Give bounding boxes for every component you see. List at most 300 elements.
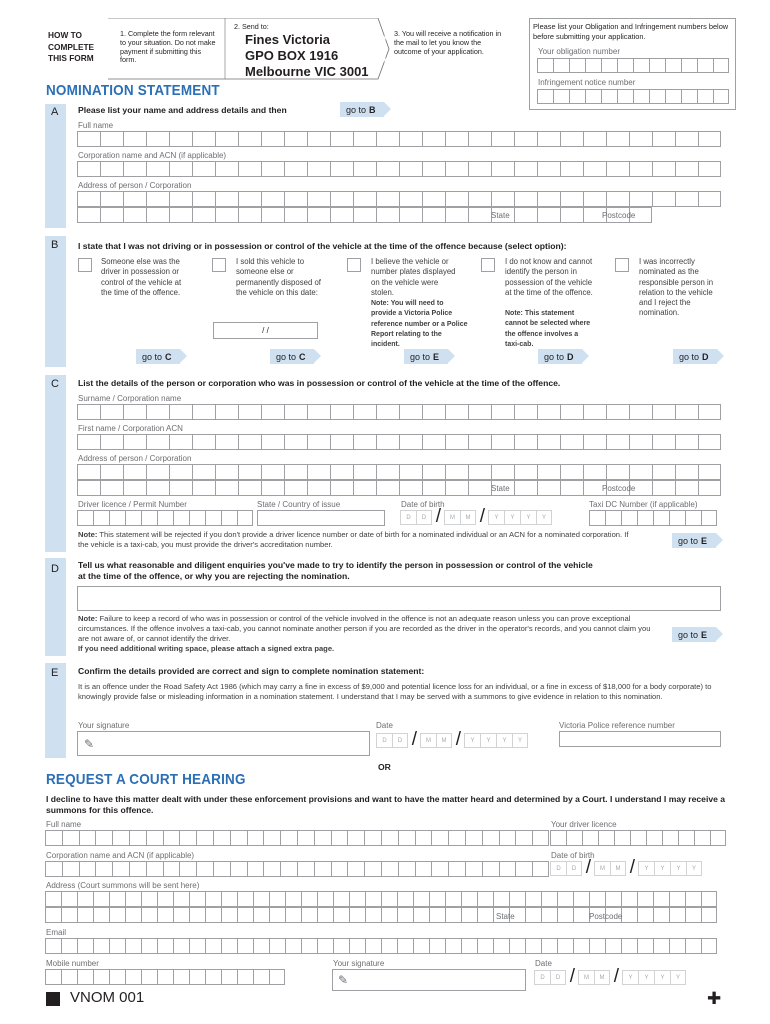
char-box	[364, 861, 381, 877]
goto-target: D	[567, 351, 574, 362]
char-box	[146, 207, 169, 223]
c-first-label: First name / Corporation ACN	[78, 424, 183, 433]
char-box	[477, 938, 493, 954]
char-box	[468, 191, 491, 207]
char-box	[77, 207, 100, 223]
char-box	[422, 404, 445, 420]
a-address-input-2[interactable]	[77, 207, 652, 223]
date-char-box: M	[460, 510, 476, 525]
char-box	[284, 434, 307, 450]
char-box	[491, 434, 514, 450]
char-box	[560, 464, 583, 480]
a-address-input-1[interactable]	[77, 191, 721, 207]
date-char-box: M	[610, 861, 626, 876]
char-box	[537, 191, 560, 207]
char-box	[284, 131, 307, 147]
goto-target: E	[701, 535, 708, 546]
char-box	[560, 434, 583, 450]
b-option3-checkbox[interactable]	[347, 258, 361, 272]
char-box	[221, 907, 237, 923]
c-surname-label: Surname / Corporation name	[78, 394, 182, 403]
section-b-bar	[45, 236, 66, 367]
b-option5-checkbox[interactable]	[615, 258, 629, 272]
char-box	[376, 191, 399, 207]
char-box	[637, 938, 653, 954]
char-box	[123, 434, 146, 450]
char-box	[109, 938, 125, 954]
char-box	[192, 131, 215, 147]
char-box	[675, 404, 698, 420]
char-box	[573, 891, 589, 907]
char-box	[215, 207, 238, 223]
char-box	[381, 861, 398, 877]
b-option5-goto[interactable]	[673, 349, 717, 364]
char-box	[422, 131, 445, 147]
char-box	[445, 480, 468, 496]
char-box	[112, 830, 129, 846]
char-box	[284, 191, 307, 207]
char-box	[509, 891, 525, 907]
char-box	[129, 861, 146, 877]
b-option3-text: I believe the vehicle or number plates displayed on the vehicle were stolen.	[371, 257, 456, 297]
char-box	[365, 938, 381, 954]
goto-target: D	[702, 351, 709, 362]
char-box	[307, 131, 330, 147]
d-goto-e[interactable]	[672, 627, 716, 642]
goto-target: B	[369, 104, 376, 115]
char-box	[399, 464, 422, 480]
char-box	[169, 404, 192, 420]
char-box	[169, 464, 192, 480]
date-slash: /	[629, 857, 635, 878]
b-option4-goto[interactable]	[538, 349, 582, 364]
b-option5-text: I was incorrectly nominated as the responsible person in relation to the vehicle and I reject the nomination.	[639, 257, 714, 318]
c-dob-input[interactable]	[400, 506, 552, 527]
court-email-input[interactable]	[45, 938, 717, 954]
char-box	[422, 434, 445, 450]
char-box	[238, 480, 261, 496]
char-box	[247, 861, 264, 877]
char-box	[583, 131, 606, 147]
char-box	[376, 434, 399, 450]
e-police-ref-input[interactable]	[559, 731, 721, 747]
char-box	[238, 191, 261, 207]
char-box	[583, 434, 606, 450]
char-box	[515, 861, 532, 877]
date-char-box: D	[550, 970, 566, 985]
char-box	[157, 907, 173, 923]
char-box	[205, 938, 221, 954]
goto-label: go to	[678, 535, 699, 546]
char-box	[141, 891, 157, 907]
char-box	[263, 830, 280, 846]
char-box	[621, 938, 637, 954]
a-address-label: Address of person / Corporation	[78, 181, 192, 190]
char-box	[93, 938, 109, 954]
char-box	[537, 464, 560, 480]
court-full-name-input[interactable]	[45, 830, 549, 846]
plus-icon: ✚	[707, 989, 722, 1008]
char-box	[192, 480, 215, 496]
date-slash: /	[585, 857, 591, 878]
obligation-number-input[interactable]	[537, 58, 729, 73]
char-box	[237, 891, 253, 907]
c-note-bold: Note:	[78, 530, 98, 539]
char-box	[537, 207, 560, 223]
date-slash: /	[569, 966, 575, 987]
court-mobile-label: Mobile number	[46, 959, 99, 968]
char-box	[560, 480, 583, 496]
char-box	[261, 404, 284, 420]
e-police-ref-label: Victoria Police reference number	[559, 721, 675, 730]
date-char-box: Y	[488, 510, 504, 525]
char-box	[330, 207, 353, 223]
c-dob-label: Date of birth	[401, 500, 445, 509]
b-option1-goto[interactable]	[136, 349, 180, 364]
char-box	[192, 434, 215, 450]
char-box	[376, 207, 399, 223]
char-box	[238, 207, 261, 223]
char-box	[353, 480, 376, 496]
char-box	[514, 207, 537, 223]
char-box	[525, 938, 541, 954]
char-box	[123, 161, 146, 177]
goto-target: C	[299, 351, 306, 362]
char-box	[652, 464, 675, 480]
char-box	[514, 434, 537, 450]
court-address-input-1[interactable]	[45, 891, 717, 907]
char-box	[330, 191, 353, 207]
char-box	[415, 830, 432, 846]
c-goto-e[interactable]	[672, 533, 716, 548]
char-box	[61, 891, 77, 907]
char-box	[637, 891, 653, 907]
char-box	[125, 938, 141, 954]
char-box	[45, 938, 61, 954]
char-box	[163, 861, 180, 877]
section-a-goto-b[interactable]	[340, 102, 384, 117]
char-box	[653, 938, 669, 954]
b-option1-checkbox[interactable]	[78, 258, 92, 272]
a-corp-input[interactable]	[77, 161, 721, 177]
court-corp-input[interactable]	[45, 861, 549, 877]
char-box	[482, 830, 499, 846]
char-box	[169, 191, 192, 207]
footer-square-icon	[46, 992, 60, 1006]
court-signature-label: Your signature	[333, 959, 385, 968]
char-box	[365, 907, 381, 923]
char-box	[261, 207, 284, 223]
d-enquiries-textarea[interactable]	[77, 586, 721, 611]
char-box	[189, 891, 205, 907]
a-full-name-input[interactable]	[77, 131, 721, 147]
char-box	[583, 464, 606, 480]
char-box	[146, 404, 169, 420]
court-licence-input[interactable]	[550, 830, 726, 846]
char-box	[77, 191, 100, 207]
char-box	[269, 907, 285, 923]
char-box	[397, 907, 413, 923]
char-box	[238, 404, 261, 420]
b-option4-checkbox[interactable]	[481, 258, 495, 272]
char-box	[514, 161, 537, 177]
section-a-bar	[45, 104, 66, 228]
char-box	[652, 161, 675, 177]
date-slash: /	[613, 966, 619, 987]
court-mobile-input[interactable]	[45, 969, 285, 985]
header-step1: 1. Complete the form relevant to your situation. Do not make payment if submitting this form.	[120, 29, 216, 65]
char-box	[189, 938, 205, 954]
char-box	[398, 830, 415, 846]
char-box	[477, 891, 493, 907]
char-box	[701, 891, 717, 907]
infringement-number-input[interactable]	[537, 89, 729, 104]
char-box	[468, 464, 491, 480]
char-box	[468, 207, 491, 223]
obligation-number-label: Your obligation number	[538, 47, 620, 56]
char-box	[491, 464, 514, 480]
char-box	[230, 861, 247, 877]
e-date-input[interactable]	[376, 729, 528, 750]
char-box	[100, 434, 123, 450]
char-box	[146, 464, 169, 480]
char-box	[100, 161, 123, 177]
char-box	[557, 907, 573, 923]
char-box	[215, 434, 238, 450]
char-box	[353, 161, 376, 177]
char-box	[445, 464, 468, 480]
char-box	[445, 404, 468, 420]
char-box	[307, 464, 330, 480]
char-box	[493, 891, 509, 907]
char-box	[221, 891, 237, 907]
char-box	[685, 907, 701, 923]
char-box	[261, 161, 284, 177]
char-box	[307, 207, 330, 223]
char-box	[557, 891, 573, 907]
char-box	[413, 907, 429, 923]
char-box	[192, 161, 215, 177]
char-box	[589, 891, 605, 907]
char-box	[445, 131, 468, 147]
char-box	[77, 404, 100, 420]
e-signature-label: Your signature	[78, 721, 130, 730]
e-declaration: It is an offence under the Road Safety Act 1986 (which may carry a fine in excess of $9,000 and potential licence loss for an individual, or a fine in excess of $18,000 for a body corporate) to knowingly provide false or misleading information in a nomination statement. I understand that I may be served with a summons to give evidence in relation to this nomination.	[78, 682, 712, 701]
char-box	[557, 938, 573, 954]
char-box	[465, 861, 482, 877]
date-char-box: Y	[536, 510, 552, 525]
char-box	[541, 907, 557, 923]
char-box	[77, 161, 100, 177]
date-slash: /	[479, 506, 485, 527]
char-box	[261, 131, 284, 147]
char-box	[398, 861, 415, 877]
char-box	[445, 938, 461, 954]
date-char-box: D	[376, 733, 392, 748]
c-address-label: Address of person / Corporation	[78, 454, 192, 463]
char-box	[532, 830, 549, 846]
char-box	[445, 434, 468, 450]
section-d-question-2: at the time of the offence, or why you are rejecting the nomination.	[78, 571, 350, 581]
header-address-line1: Fines Victoria	[245, 32, 331, 47]
date-char-box: M	[594, 861, 610, 876]
court-licence-label: Your driver licence	[551, 820, 617, 829]
char-box	[238, 131, 261, 147]
b-option3-goto[interactable]	[404, 349, 448, 364]
char-box	[445, 907, 461, 923]
char-box	[123, 480, 146, 496]
b-option2-date-input[interactable]: / /	[213, 322, 318, 339]
char-box	[77, 891, 93, 907]
char-box	[669, 938, 685, 954]
char-box	[263, 861, 280, 877]
char-box	[330, 434, 353, 450]
char-box	[146, 861, 163, 877]
char-box	[537, 161, 560, 177]
char-box	[205, 891, 221, 907]
char-box	[123, 191, 146, 207]
court-signature-input[interactable]	[332, 969, 526, 991]
section-b-question: I state that I was not driving or in possession or control of the vehicle at the time of the offence because (select option):	[78, 241, 567, 251]
char-box	[448, 830, 465, 846]
char-box	[491, 191, 514, 207]
c-taxi-input[interactable]	[589, 510, 717, 526]
b-option2-checkbox[interactable]	[212, 258, 226, 272]
goto-label: go to	[410, 351, 431, 362]
char-box	[77, 464, 100, 480]
char-box	[179, 830, 196, 846]
goto-label: go to	[276, 351, 297, 362]
char-box	[45, 830, 62, 846]
char-box	[461, 891, 477, 907]
char-box	[629, 131, 652, 147]
char-box	[560, 131, 583, 147]
char-box	[253, 938, 269, 954]
char-box	[629, 434, 652, 450]
c-licence-input[interactable]	[77, 510, 253, 526]
date-char-box: Y	[670, 861, 686, 876]
b-option2-goto[interactable]	[270, 349, 314, 364]
char-box	[317, 907, 333, 923]
char-box	[100, 480, 123, 496]
char-box	[675, 480, 698, 496]
char-box	[381, 830, 398, 846]
char-box	[261, 434, 284, 450]
char-box	[317, 891, 333, 907]
char-box	[192, 404, 215, 420]
char-box	[461, 907, 477, 923]
c-first-input[interactable]	[77, 434, 721, 450]
char-box	[129, 830, 146, 846]
char-box	[238, 434, 261, 450]
section-e-letter: E	[51, 667, 59, 679]
char-box	[280, 861, 297, 877]
char-box	[493, 938, 509, 954]
char-box	[100, 131, 123, 147]
char-box	[652, 131, 675, 147]
char-box	[169, 480, 192, 496]
char-box	[215, 480, 238, 496]
date-char-box: D	[534, 970, 550, 985]
char-box	[365, 891, 381, 907]
char-box	[431, 830, 448, 846]
char-box	[376, 480, 399, 496]
char-box	[399, 480, 422, 496]
char-box	[353, 404, 376, 420]
char-box	[125, 907, 141, 923]
char-box	[333, 891, 349, 907]
char-box	[192, 207, 215, 223]
date-char-box: Y	[686, 861, 702, 876]
court-dob-input[interactable]	[550, 857, 702, 878]
char-box	[112, 861, 129, 877]
court-date-input[interactable]	[534, 966, 686, 987]
char-box	[652, 434, 675, 450]
char-box	[169, 161, 192, 177]
char-box	[169, 131, 192, 147]
char-box	[399, 207, 422, 223]
a-corp-label: Corporation name and ACN (if applicable)	[78, 151, 227, 160]
char-box	[445, 891, 461, 907]
char-box	[364, 830, 381, 846]
footer-code: VNOM 001	[70, 989, 145, 1006]
char-box	[629, 404, 652, 420]
section-c-bar	[45, 375, 66, 552]
d-extra: If you need additional writing space, please attach a signed extra page.	[78, 644, 335, 653]
char-box	[330, 480, 353, 496]
char-box	[525, 891, 541, 907]
char-box	[301, 938, 317, 954]
date-char-box: Y	[496, 733, 512, 748]
char-box	[45, 891, 61, 907]
char-box	[629, 464, 652, 480]
b-option3-note: Note: You will need to provide a Victoria Police reference number or a Police Report relating to the incident.	[371, 300, 468, 349]
char-box	[100, 404, 123, 420]
char-box	[399, 191, 422, 207]
char-box	[173, 938, 189, 954]
char-box	[541, 891, 557, 907]
char-box	[583, 404, 606, 420]
c-licence-label: Driver licence / Permit Number	[78, 500, 187, 509]
e-signature-input[interactable]	[77, 731, 370, 756]
char-box	[448, 861, 465, 877]
char-box	[422, 207, 445, 223]
c-address-input-1[interactable]	[77, 464, 721, 480]
c-note	[78, 530, 638, 550]
date-char-box: Y	[520, 510, 536, 525]
char-box	[100, 207, 123, 223]
c-state-issue-input[interactable]	[257, 510, 385, 526]
char-box	[100, 191, 123, 207]
char-box	[221, 938, 237, 954]
char-box	[79, 861, 96, 877]
goto-label: go to	[544, 351, 565, 362]
section-c-letter: C	[51, 378, 59, 390]
char-box	[491, 161, 514, 177]
char-box	[491, 131, 514, 147]
section-e-question: Confirm the details provided are correct and sign to complete nomination statement:	[78, 666, 425, 676]
char-box	[261, 191, 284, 207]
char-box	[93, 891, 109, 907]
char-box	[468, 480, 491, 496]
e-date-label: Date	[376, 721, 393, 730]
char-box	[583, 191, 606, 207]
char-box	[537, 131, 560, 147]
char-box	[399, 434, 422, 450]
date-char-box: M	[578, 970, 594, 985]
char-box	[93, 907, 109, 923]
c-surname-input[interactable]	[77, 404, 721, 420]
